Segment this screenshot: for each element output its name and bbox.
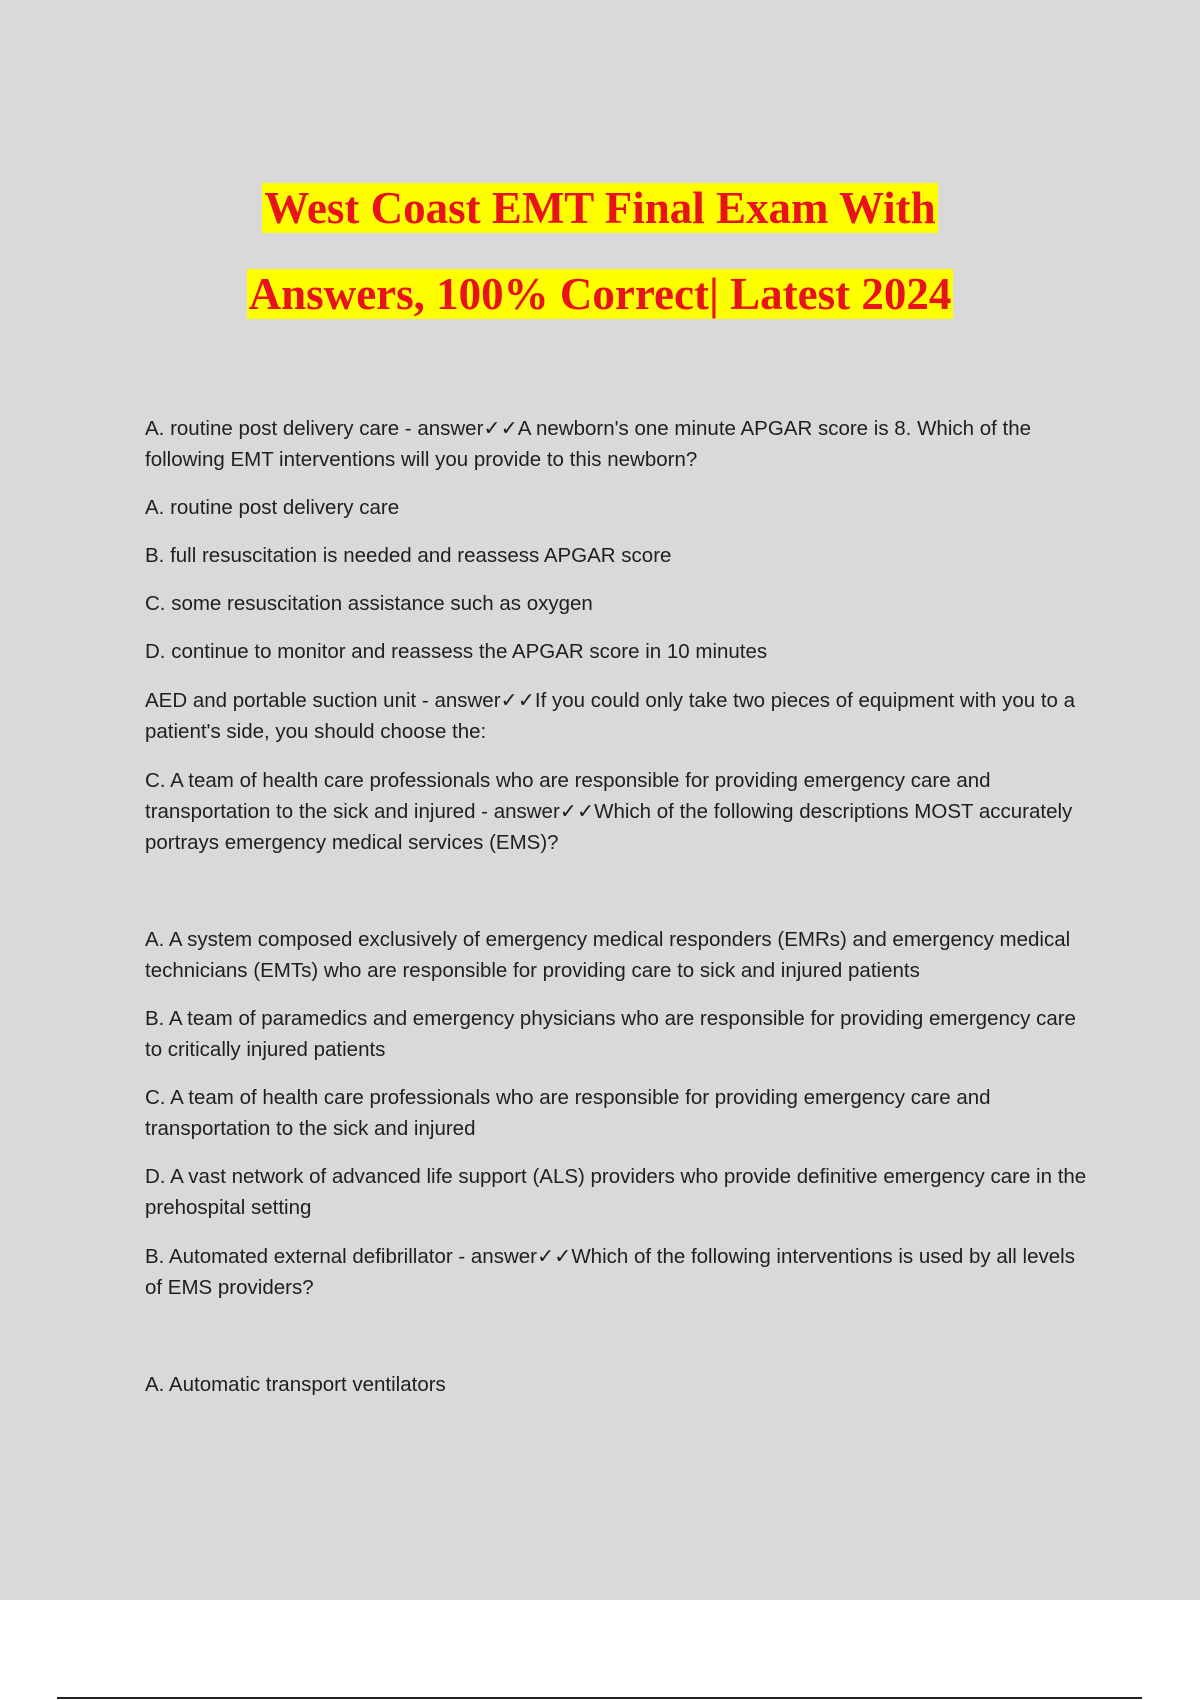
- question-ems: C. A team of health care professionals who are responsible for providing emergency care and transportation to the sick and injured - answer✓✓Which of the following descriptions MOST accurately portrays emergency medical services (EMS)?: [145, 769, 1073, 854]
- document-title: [0, 165, 1200, 337]
- option-b-apgar: B. full resuscitation is needed and reassess APGAR score: [145, 544, 672, 567]
- option-d-apgar: D. continue to monitor and reassess the APGAR score in 10 minutes: [145, 640, 768, 663]
- option-a-interventions: A. Automatic transport ventilators: [145, 1373, 446, 1396]
- option-c-apgar: C. some resuscitation assistance such as oxygen: [145, 592, 593, 615]
- question-equipment: AED and portable suction unit - answer✓✓If you could only take two pieces of equipment with you to a patient's side, you should choose the:: [145, 689, 1076, 743]
- title-line-2: Answers, 100% Correct| Latest 2024: [248, 269, 952, 319]
- option-d-ems: D. A vast network of advanced life support (ALS) providers who provide definitive emergency care in the prehospital setting: [145, 1165, 1087, 1219]
- question-interventions: B. Automated external defibrillator - answer✓✓Which of the following interventions is used by all levels of EMS providers?: [145, 1245, 1075, 1299]
- option-b-ems: B. A team of paramedics and emergency physicians who are responsible for providing emergency care to critically injured patients: [145, 1007, 1076, 1061]
- option-a-apgar: A. routine post delivery care: [145, 496, 400, 519]
- option-c-ems: C. A team of health care professionals who are responsible for providing emergency care and transportation to the sick and injured: [145, 1086, 991, 1140]
- document-body: [145, 413, 1090, 1400]
- question-apgar: A. routine post delivery care - answer✓✓A newborn's one minute APGAR score is 8. Which of the following EMT interventions will you provide to this newborn?: [145, 417, 1032, 471]
- option-a-ems: A. A system composed exclusively of emergency medical responders (EMRs) and emergency medical technicians (EMTs) who are responsible for providing care to sick and injured patients: [145, 928, 1071, 982]
- footer-divider: [57, 1697, 1142, 1699]
- title-line-1: West Coast EMT Final Exam With: [264, 183, 936, 233]
